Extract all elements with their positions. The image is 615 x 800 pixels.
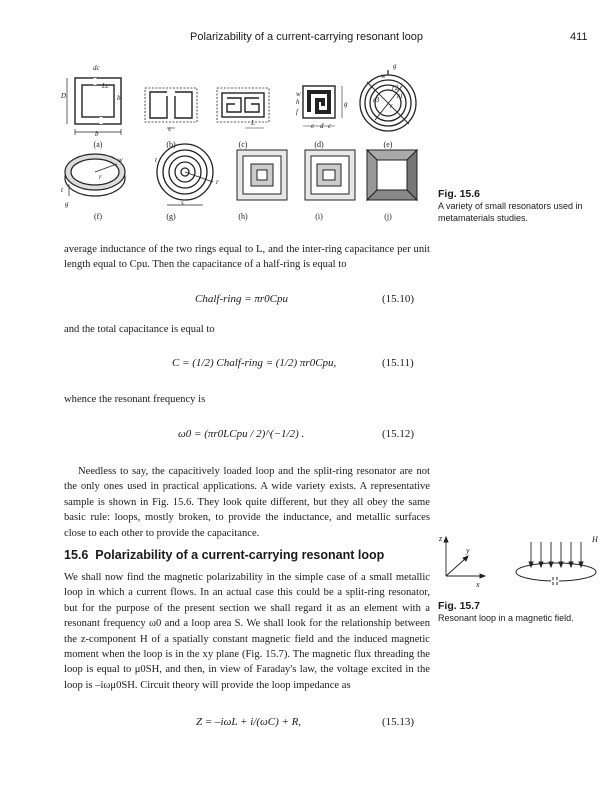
panel-label-b: (b)	[166, 140, 176, 149]
dim-d-g: g	[344, 100, 348, 108]
dim-g-r: r	[216, 178, 219, 186]
panel-a-drawing	[67, 78, 121, 135]
dim-d-w: w	[296, 90, 301, 98]
equation-15-10: Chalf-ring = πr0Cpu	[195, 293, 289, 305]
panel-c-drawing	[217, 88, 269, 128]
loop-ellipse	[516, 563, 596, 581]
panel-label-h: (h)	[238, 212, 248, 221]
paragraph-2: and the total capacitance is equal to	[64, 324, 215, 335]
panel-h-drawing	[237, 150, 287, 200]
dim-e-g: g	[393, 62, 397, 70]
dim-d-d: d	[320, 122, 324, 130]
panel-label-c: (c)	[238, 140, 248, 149]
section-number: 15.6	[64, 548, 89, 562]
fig-15-7-caption	[438, 600, 603, 624]
equation-15-13-number: (15.13)	[382, 716, 415, 728]
axis-label-y: y	[466, 546, 470, 555]
panel-e-drawing	[360, 70, 416, 131]
loop-field-diagram	[436, 532, 606, 598]
dim-a-dc: dc	[93, 64, 100, 72]
dim-f-g: g	[65, 200, 69, 208]
dim-d-c: c	[328, 122, 332, 130]
panel-label-e: (e)	[383, 140, 393, 149]
axis-label-z: z	[439, 534, 443, 543]
panel-label-f: (f)	[94, 212, 102, 221]
dim-a-d: D	[61, 92, 67, 100]
equation-15-12-number: (15.12)	[382, 428, 415, 440]
dim-d-h: h	[296, 98, 300, 106]
panel-b-drawing	[145, 88, 197, 128]
dim-b-s: s	[168, 125, 171, 133]
paragraph-1: average inductance of the two rings equal to L, and the inter-ring capacitance per unit length equal to Cpu. Then the capacitance of a half-ring is equal to	[64, 244, 430, 271]
fig-15-6-caption	[438, 188, 598, 224]
equation-15-13: Z = –iωL + i/(ωC) + R,	[196, 716, 302, 728]
dim-e-r1: r1	[397, 92, 404, 100]
field-label-h: H	[592, 535, 598, 544]
dim-a-lc: Lc	[102, 82, 109, 90]
axes	[444, 537, 485, 578]
dim-c-l: L	[251, 119, 255, 127]
dim-f-w: w	[118, 156, 123, 164]
panel-label-j: (j)	[384, 212, 392, 221]
fig-15-7-caption-title: Fig. 15.7	[438, 600, 481, 612]
figure-15-6	[55, 60, 420, 235]
dim-e-w: w	[381, 72, 386, 80]
section-title: Polarizability of a current-carrying resonant loop	[95, 548, 385, 562]
dim-a-b-bottom: b	[95, 130, 99, 138]
panel-d-drawing	[303, 86, 342, 126]
dim-e-r: r	[390, 102, 393, 110]
equation-15-11: C = (1/2) Chalf-ring = (1/2) πr0Cpu,	[172, 357, 337, 369]
panel-j-drawing	[367, 150, 417, 200]
running-title: Polarizability of a current-carrying resonant loop	[190, 31, 423, 43]
section-heading	[64, 548, 444, 562]
paragraph-5: We shall now find the magnetic polarizability in the simple case of a small metallic loop in which a current flows. In an actual case this could be a split-ring resonator, but for the purpose of the present section we shall regard it as an element with a resonant frequency ω0 and a loop area S. We shall look for the relationship between the z-component H of a spatially constant magnetic field and the induced magnetic moment when the loop is in the xy plane (Fig. 15.7). The magnetic flux threading the loop is equal to μ0SH, and then, in view of Faraday's law, the voltage excited in the loop is –iωμ0SH. Circuit theory will provide the loop impedance as	[64, 572, 430, 691]
paragraph-3: whence the resonant frequency is	[64, 394, 206, 405]
dim-g-s: s	[181, 199, 184, 207]
dim-f-r: r	[99, 173, 102, 181]
panel-label-d: (d)	[314, 140, 324, 149]
dim-e-r3: r3	[373, 96, 380, 104]
dim-f-t: t	[61, 186, 63, 194]
equation-15-12: ω0 = (πr0LCpu / 2)^(−1/2) .	[178, 428, 305, 440]
page-number: 411	[570, 31, 588, 43]
dim-g-t: t	[155, 156, 157, 164]
panel-i-drawing	[305, 150, 355, 200]
panel-g-drawing	[157, 144, 213, 205]
fig-15-6-caption-text: A variety of small resonators used in metamaterials studies.	[438, 201, 583, 223]
axis-label-x: x	[476, 580, 480, 589]
equation-15-11-number: (15.11)	[382, 357, 414, 369]
dim-d-e: e	[311, 122, 315, 130]
dim-a-b-right: b	[117, 94, 121, 102]
dim-d-f: f	[296, 108, 298, 116]
figure-15-7	[436, 532, 606, 598]
panel-f-drawing	[65, 154, 125, 196]
paragraph-4: Needless to say, the capacitively loaded loop and the split-ring resonator are not the only ones used in practical applications. A wide variety exists. A representative sample is shown in Fig. 15.6. They look quite different, but they all obey the same basic rule: loops, mostly broken, to provide the inductance, and metallic surfaces close to each other to provide the capacitance.	[64, 466, 430, 539]
panel-label-i: (i)	[315, 212, 323, 221]
panel-label-g: (g)	[166, 212, 176, 221]
dim-e-r2: r2	[392, 84, 399, 92]
panel-label-a: (a)	[93, 140, 103, 149]
fig-15-6-caption-title: Fig. 15.6	[438, 188, 481, 200]
loop-capacitor	[551, 577, 559, 585]
equation-15-10-number: (15.10)	[382, 293, 415, 305]
fig-15-7-caption-text: Resonant loop in a magnetic field.	[438, 613, 574, 623]
